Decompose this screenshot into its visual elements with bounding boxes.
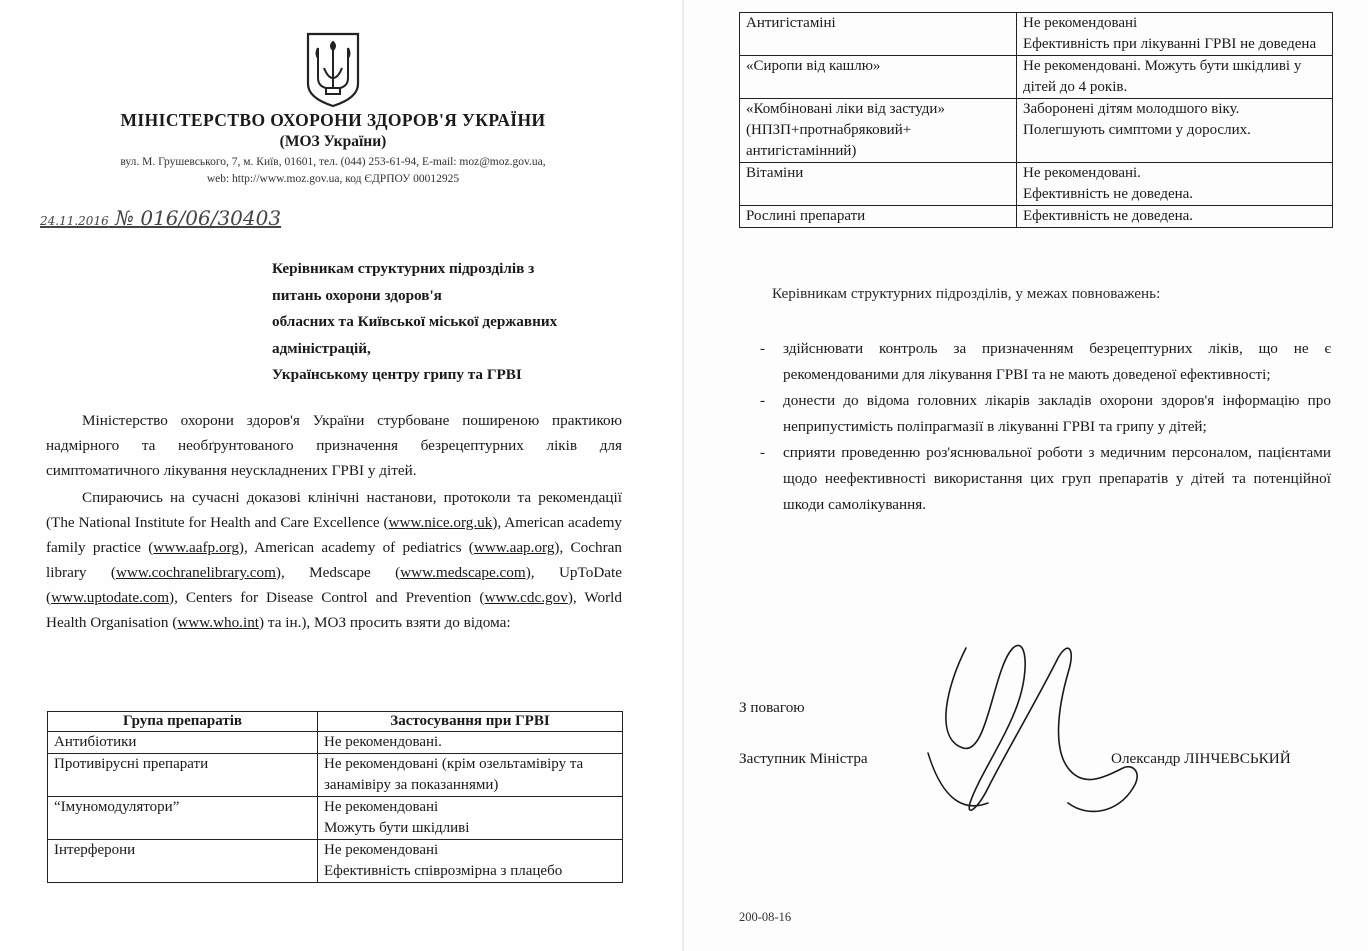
drug-group-cell: “Імуномодулятори” bbox=[48, 797, 318, 840]
addressee-line: адміністрацій, bbox=[272, 339, 371, 357]
intro-text: Міністерство охорони здоров'я України стурбоване поширеною практикою надмірного та необґрунтованого призначення безрецептурних ліків для симптоматичного лікування неускладнених ГРВІ у дітей. bbox=[46, 412, 622, 479]
registration-date: 24.11.2016 bbox=[40, 214, 109, 228]
registration-number bbox=[40, 206, 281, 230]
address-line: вул. М. Грушевського, 7, м. Київ, 01601, тел. (044) 253-61-94, E-mail: moz@moz.gov.ua, bbox=[120, 156, 546, 168]
usage-cell: Не рекомендовані Можуть бути шкідливі bbox=[318, 797, 623, 840]
drug-group-cell: «Сиропи від кашлю» bbox=[740, 56, 1017, 99]
drug-group-cell: Противірусні препарати bbox=[48, 754, 318, 797]
handwritten-signature bbox=[918, 628, 1158, 833]
coat-of-arms-icon bbox=[304, 32, 362, 108]
table-row bbox=[740, 99, 1333, 163]
list-item: - сприяти проведенню роз'яснювальної роботи з медичним персоналом, пацієнтами щодо неефективності використання цих груп препаратів у дітей та потенційної шкоди самолікування. bbox=[757, 440, 1331, 518]
usage-cell: Не рекомендовані. Ефективність не доведена. bbox=[1017, 163, 1333, 206]
table-row bbox=[740, 206, 1333, 228]
table-row bbox=[48, 840, 623, 883]
link-cdc[interactable]: www.cdc.gov bbox=[484, 589, 568, 606]
instructions-heading: Керівникам структурних підрозділів, у межах повноважень: bbox=[772, 285, 1161, 302]
drug-group-cell: «Комбіновані ліки від застуди» (НПЗП+протнабряковий+ антигістамінний) bbox=[740, 99, 1017, 163]
table-row bbox=[48, 797, 623, 840]
drug-group-cell: Антигістаміні bbox=[740, 13, 1017, 56]
usage-cell: Не рекомендовані (крім озельтамівіру та занамівіру за показаннями) bbox=[318, 754, 623, 797]
table-row bbox=[48, 732, 623, 754]
header-usage: Застосування при ГРВІ bbox=[318, 712, 623, 732]
link-nice[interactable]: www.nice.org.uk bbox=[388, 514, 493, 531]
drug-group-cell: Антибіотики bbox=[48, 732, 318, 754]
basis-paragraph bbox=[46, 485, 622, 635]
usage-cell: Не рекомендовані Ефективність при лікуванні ГРВІ не доведена bbox=[1017, 13, 1333, 56]
addressee-line: Керівникам структурних підрозділів з bbox=[272, 260, 535, 277]
signer-position: Заступник Міністра bbox=[739, 750, 868, 767]
link-who[interactable]: www.who.int bbox=[177, 614, 260, 631]
drug-group-cell: Інтерферони bbox=[48, 840, 318, 883]
signer-name: Олександр ЛІНЧЕВСЬКИЙ bbox=[1111, 750, 1291, 767]
ministry-abbreviation: (МОЗ України) bbox=[279, 133, 387, 150]
link-aap[interactable]: www.aap.org bbox=[473, 539, 555, 556]
usage-cell: Не рекомендовані Ефективність співрозмірна з плацебо bbox=[318, 840, 623, 883]
usage-cell: Заборонені дітям молодшого віку. Полегшують симптоми у дорослих. bbox=[1017, 99, 1333, 163]
list-item: - здійснювати контроль за призначенням безрецептурних ліків, що не є рекомендованими для лікування ГРВІ та не мають доведеної ефективності; bbox=[757, 336, 1331, 388]
addressee-block bbox=[272, 256, 557, 389]
closing-regards: З повагою bbox=[739, 699, 805, 716]
table-row bbox=[48, 754, 623, 797]
addressee-line: питань охорони здоров'я bbox=[272, 286, 442, 304]
table-header-row bbox=[48, 712, 623, 732]
drug-table-part2 bbox=[739, 12, 1333, 228]
document-code: 200-08-16 bbox=[739, 910, 792, 924]
basis-text: Спираючись на сучасні доказові клінічні настанови, протоколи та рекомендації (The National Institute for Health and Care Excellence (www.nice.org.uk), American academy family practice (www.aafp.org), American academy of pediatrics (www.aap.org), Cochran library (www.cochranelibrary.com), Medscape (www.medscape.com), UpToDate (www.uptodate.com), Centers for Disease Control and Prevention (www.cdc.gov), World Health Organisation (www.who.int) та ін.), МОЗ просить взяти до відома: bbox=[46, 489, 623, 631]
header-drug-group: Група препаратів bbox=[48, 712, 318, 732]
ministry-address bbox=[60, 154, 606, 188]
table-row bbox=[740, 163, 1333, 206]
link-uptodate[interactable]: www.uptodate.com bbox=[51, 589, 170, 606]
link-medscape[interactable]: www.medscape.com bbox=[400, 564, 526, 581]
web-line: web: http://www.moz.gov.ua, код ЄДРПОУ 00012925 bbox=[206, 173, 460, 185]
addressee-line: Українському центру грипу та ГРВІ bbox=[272, 366, 522, 383]
list-item: - донести до відома головних лікарів закладів охорони здоров'я інформацію про неприпустимість поліпрагмазії в лікуванні ГРВІ та грипу у дітей; bbox=[757, 388, 1331, 440]
usage-cell: Не рекомендовані. Можуть бути шкідливі у дітей до 4 років. bbox=[1017, 56, 1333, 99]
registration-code: № 016/06/30403 bbox=[115, 206, 282, 230]
drug-table-part1 bbox=[47, 711, 623, 883]
drug-group-cell: Рослині препарати bbox=[740, 206, 1017, 228]
table-row bbox=[740, 56, 1333, 99]
intro-paragraph bbox=[46, 408, 622, 483]
link-cochrane[interactable]: www.cochranelibrary.com bbox=[115, 564, 276, 581]
link-aafp[interactable]: www.aafp.org bbox=[153, 539, 239, 556]
usage-cell: Ефективність не доведена. bbox=[1017, 206, 1333, 228]
drug-group-cell: Вітаміни bbox=[740, 163, 1017, 206]
addressee-line: обласних та Київської міської державних bbox=[272, 313, 558, 330]
table-row bbox=[740, 13, 1333, 56]
usage-cell: Не рекомендовані. bbox=[318, 732, 623, 754]
ministry-title: МІНІСТЕРСТВО ОХОРОНИ ЗДОРОВ'Я УКРАЇНИ bbox=[120, 110, 546, 130]
instructions-list bbox=[757, 336, 1331, 518]
